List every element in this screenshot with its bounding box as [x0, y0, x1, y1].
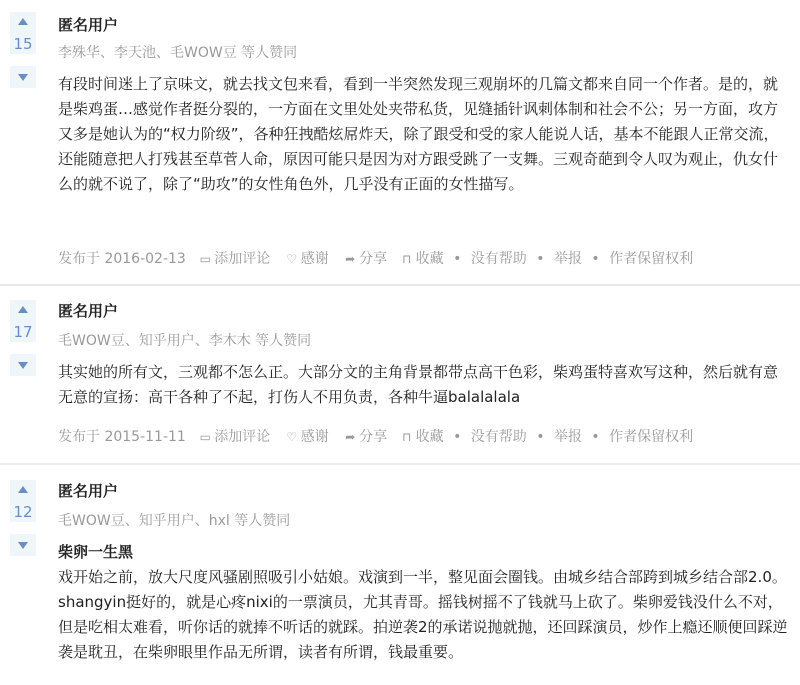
thanks-label: 感谢	[300, 429, 329, 445]
answer-content	[58, 72, 788, 197]
voter-link[interactable]: 李殊华	[58, 45, 100, 61]
share-label: 分享	[359, 429, 388, 445]
unhelpful-button[interactable]: 没有帮助	[470, 251, 527, 267]
comment-icon: ▭	[199, 252, 211, 266]
vote-column	[10, 300, 36, 376]
report-button[interactable]: 举报	[553, 429, 582, 445]
answer-meta	[58, 426, 693, 446]
answer-content	[58, 540, 788, 665]
add-comment-button[interactable]	[198, 426, 270, 446]
answer-meta	[58, 248, 693, 268]
voter-link[interactable]: 李天池	[114, 45, 156, 61]
heart-icon: ♡	[286, 252, 298, 266]
voter-link[interactable]: 毛WOW豆	[58, 513, 125, 529]
answer-text: 有段时间迷上了京味文，就去找文包来看，看到一半突然发现三观崩坏的几篇文都来自同一个作者。是的，就是柴鸡蛋…感觉作者挺分裂的，一方面在文里处处夹带私货，见缝插针讽刺体制和社会不公；另一方面，攻方又多是她认为的“权力阶级”，各种狂拽酷炫屌炸天，除了跟受和受的家人能说人话，基本不能跟人正常交流，还能随意把人打残甚至草菅人命，原因可能只是因为对方跟受跳了一支舞。三观奇葩到令人叹为观止，仇女什么的就不说了，除了“助攻”的女性角色外，几乎没有正面的女性描写。	[58, 75, 779, 193]
separator-dot: •	[591, 429, 600, 445]
voter-link[interactable]: 知乎用户	[138, 333, 195, 349]
rights-link[interactable]: 作者保留权利	[609, 429, 694, 445]
vote-count: 12	[10, 502, 36, 522]
bookmark-icon: ⊓	[401, 252, 412, 266]
publish-date[interactable]: 发布于 2015-11-11	[58, 429, 186, 445]
author-name[interactable]: 匿名用户	[58, 482, 119, 500]
publish-date[interactable]: 发布于 2016-02-13	[58, 251, 186, 267]
add-comment-button[interactable]	[198, 248, 270, 268]
rights-link[interactable]: 作者保留权利	[609, 251, 694, 267]
unhelpful-button[interactable]: 没有帮助	[470, 429, 527, 445]
separator-dot: •	[536, 251, 545, 267]
share-icon: ➦	[345, 430, 356, 444]
separator-dot: •	[536, 429, 545, 445]
author-name[interactable]: 匿名用户	[58, 302, 119, 320]
thanks-button[interactable]	[285, 426, 329, 446]
vote-count: 15	[10, 34, 36, 54]
thanks-label: 感谢	[300, 251, 329, 267]
separator-dot: •	[591, 251, 600, 267]
vote-column	[10, 480, 36, 556]
downvote-button[interactable]	[10, 66, 36, 88]
voters-line: 毛WOW豆、知乎用户、李木木 等人赞同	[58, 333, 312, 349]
voter-link[interactable]: 知乎用户	[138, 513, 195, 529]
vote-column	[10, 12, 36, 88]
downvote-button[interactable]	[10, 534, 36, 556]
answer-subtitle: 柴卵一生黑	[58, 543, 134, 561]
voter-link[interactable]: 毛WOW豆	[58, 333, 125, 349]
answer-divider	[0, 463, 800, 465]
answer-text: 戏开始之前，放大尺度风骚剧照吸引小姑娘。戏演到一半，整见面会圈钱。由城乡结合部跨到城乡结合部2.0。shangyin挺好的，就是心疼nixi的一票演员，尤其青哥。摇钱树摇不了钱就马上砍了。柴卵爱钱没什么不对，但是吃相太难看，听你话的就捧不听话的就踩。拍逆袭2的承诺说抛就抛，还回踩演员，炒作上瘾还顺便回踩逆袭是耽丑，在柴卵眼里作品无所谓，读者有所谓，钱最重要。	[58, 568, 788, 661]
answer-content	[58, 360, 788, 410]
collect-button[interactable]	[400, 426, 444, 446]
heart-icon: ♡	[286, 430, 298, 444]
bookmark-icon: ⊓	[401, 430, 412, 444]
thanks-button[interactable]	[285, 248, 329, 268]
report-button[interactable]: 举报	[553, 251, 582, 267]
voter-link[interactable]: hxl	[208, 513, 230, 529]
vote-count: 17	[10, 322, 36, 342]
answer-divider	[0, 284, 800, 286]
share-icon: ➦	[345, 252, 356, 266]
collect-label: 收藏	[415, 429, 444, 445]
add-comment-label: 添加评论	[214, 429, 271, 445]
voters-line: 毛WOW豆、知乎用户、hxl 等人赞同	[58, 513, 291, 529]
voters-suffix[interactable]: 等人赞同	[234, 513, 291, 529]
separator-dot: •	[453, 429, 462, 445]
downvote-button[interactable]	[10, 354, 36, 376]
share-button[interactable]	[343, 426, 387, 446]
share-label: 分享	[359, 251, 388, 267]
upvote-button[interactable]	[10, 480, 36, 502]
voters-suffix[interactable]: 等人赞同	[241, 45, 298, 61]
collect-label: 收藏	[415, 251, 444, 267]
comment-icon: ▭	[199, 430, 211, 444]
answer-text: 其实她的所有文，三观都不怎么正。大部分文的主角背景都带点高干色彩，柴鸡蛋特喜欢写这种，然后就有意无意的宣扬：高干各种了不起，打伤人不用负责，各种牛逼balalalala	[58, 363, 779, 406]
collect-button[interactable]	[400, 248, 444, 268]
voter-link[interactable]: 李木木	[208, 333, 251, 349]
voters-line: 李殊华、李天池、毛WOW豆 等人赞同	[58, 45, 298, 61]
voters-suffix[interactable]: 等人赞同	[255, 333, 312, 349]
separator-dot: •	[453, 251, 462, 267]
add-comment-label: 添加评论	[214, 251, 271, 267]
voter-link[interactable]: 毛WOW豆	[170, 45, 237, 61]
author-name[interactable]: 匿名用户	[58, 16, 119, 34]
upvote-button[interactable]	[10, 300, 36, 322]
upvote-button[interactable]	[10, 12, 36, 34]
share-button[interactable]	[343, 248, 387, 268]
